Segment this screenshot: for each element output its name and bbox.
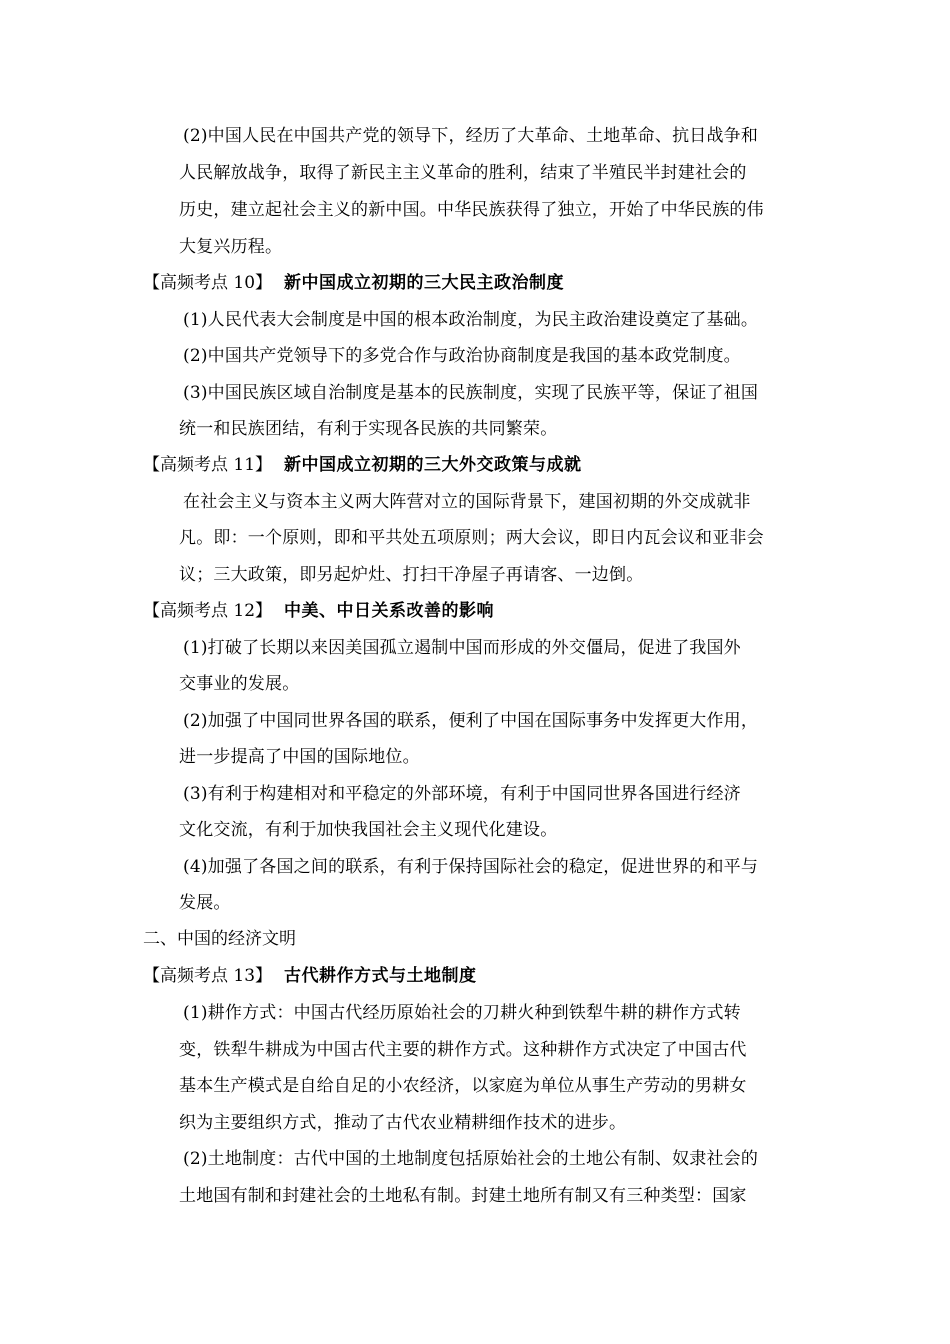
heading-label: 【高频考点 12】 [143,601,273,621]
heading-title: 中美、中日关系改善的影响 [284,601,495,621]
heading-title: 古代耕作方式与土地制度 [284,966,477,986]
text-line: 变，铁犁牛耕成为中国古代主要的耕作方式。这种耕作方式决定了中国古代 [179,1040,747,1060]
text-line: 凡。即：一个原则，即和平共处五项原则；两大会议，即日内瓦会议和亚非会 [179,528,764,548]
text-line: 大复兴历程。 [179,237,283,257]
section-title: 二、中国的经济文明 [143,929,296,949]
text-line: (1)耕作方式：中国古代经历原始社会的刀耕火种到铁犁牛耕的耕作方式转 [183,1003,741,1023]
heading-label: 【高频考点 11】 [143,455,273,475]
text-line: (1)人民代表大会制度是中国的根本政治制度，为民主政治建设奠定了基础。 [183,310,759,330]
heading-title: 新中国成立初期的三大民主政治制度 [284,273,565,293]
heading-label: 【高频考点 10】 [143,273,273,293]
text-line: 在社会主义与资本主义两大阵营对立的国际背景下，建国初期的外交成就非 [183,492,751,512]
text-line: 织为主要组织方式，推动了古代农业精耕细作技术的进步。 [179,1113,627,1133]
text-line: 文化交流，有利于加快我国社会主义现代化建设。 [179,820,558,840]
text-line: (2)土地制度：古代中国的土地制度包括原始社会的土地公有制、奴隶社会的 [183,1149,759,1169]
text-line: 统一和民族团结，有利于实现各民族的共同繁荣。 [179,419,558,439]
text-line: 土地国有制和封建社会的土地私有制。封建土地所有制又有三种类型：国家 [179,1186,747,1206]
text-line: 历史，建立起社会主义的新中国。中华民族获得了独立，开始了中华民族的伟 [179,200,764,220]
heading-title: 新中国成立初期的三大外交政策与成就 [284,455,582,475]
heading-label: 【高频考点 13】 [143,966,273,986]
text-line: (1)打破了长期以来因美国孤立遏制中国而形成的外交僵局，促进了我国外 [183,638,741,658]
text-line: 发展。 [179,893,231,913]
text-line: 人民解放战争，取得了新民主主义革命的胜利，结束了半殖民半封建社会的 [179,163,747,183]
text-line: (4)加强了各国之间的联系，有利于保持国际社会的稳定，促进世界的和平与 [183,857,759,877]
text-line: (3)中国民族区域自治制度是基本的民族制度，实现了民族平等，保证了祖国 [183,383,759,403]
text-line: 交事业的发展。 [179,674,300,694]
text-line: (2)中国共产党领导下的多党合作与政治协商制度是我国的基本政党制度。 [183,346,741,366]
text-line: 议；三大政策，即另起炉灶、打扫干净屋子再请客、一边倒。 [179,565,644,585]
text-line: 基本生产模式是自给自足的小农经济，以家庭为单位从事生产劳动的男耕女 [179,1076,747,1096]
text-line: (2)加强了中国同世界各国的联系，便利了中国在国际事务中发挥更大作用， [183,711,759,731]
section-heading [143,601,494,621]
section-heading [143,455,582,475]
text-line: 进一步提高了中国的国际地位。 [179,747,420,767]
text-line: (2)中国人民在中国共产党的领导下，经历了大革命、土地革命、抗日战争和 [183,126,759,146]
section-heading [143,273,564,293]
section-heading [143,966,477,986]
text-line: (3)有利于构建相对和平稳定的外部环境，有利于中国同世界各国进行经济 [183,784,741,804]
